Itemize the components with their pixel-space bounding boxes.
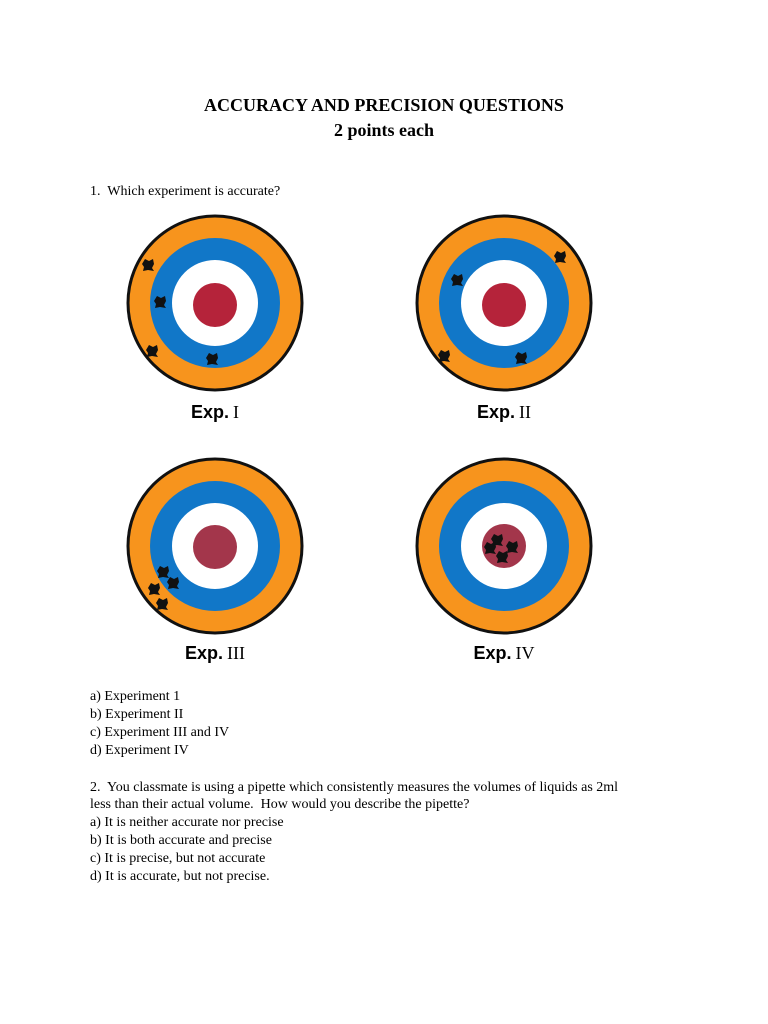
exp-label-text: Exp. [190, 402, 229, 422]
target-exp-1-graphic [125, 213, 305, 393]
bullseye [193, 525, 237, 569]
q2-option-b: b) It is both accurate and precise [90, 833, 272, 848]
exp-label-3 [125, 640, 305, 666]
q1-option-d: d) Experiment IV [90, 743, 189, 758]
page-title: ACCURACY AND PRECISION QUESTIONS [204, 95, 564, 115]
bullseye [193, 283, 237, 327]
target-exp-3 [125, 456, 305, 636]
target-exp-1 [125, 213, 305, 393]
q2-option-a: a) It is neither accurate nor precise [90, 815, 284, 830]
exp-label-1 [125, 399, 305, 425]
q1-option-a: a) Experiment 1 [90, 689, 181, 704]
q2-option-c: c) It is precise, but not accurate [90, 851, 266, 866]
q2-option-d: d) It is accurate, but not precise. [90, 869, 270, 884]
q1-option-b: b) Experiment II [90, 707, 184, 722]
exp-numeral: II [519, 402, 531, 422]
question-1-text: 1. Which experiment is accurate? [90, 184, 281, 199]
target-exp-2 [414, 213, 594, 393]
q1-option-c: c) Experiment III and IV [90, 725, 230, 740]
exp-label-text: Exp. [473, 643, 512, 663]
page-subtitle: 2 points each [333, 120, 434, 140]
exp-label-text: Exp. [185, 643, 224, 663]
exp-numeral: I [233, 402, 239, 422]
target-exp-4-graphic [414, 456, 594, 636]
exp-numeral: III [227, 643, 245, 663]
bullseye [482, 283, 526, 327]
exp-label-text: Exp. [476, 402, 515, 422]
question-2-line-2: less than their actual volume. How would you describe the pipette? [90, 797, 470, 812]
question-2-line-1: 2. You classmate is using a pipette which consistently measures the volumes of liquids as 2ml [90, 780, 619, 795]
exp-numeral: IV [515, 643, 535, 663]
target-exp-4 [414, 456, 594, 636]
target-exp-3-graphic [125, 456, 305, 636]
exp-label-2 [414, 399, 594, 425]
exp-label-4 [414, 640, 594, 666]
target-exp-2-graphic [414, 213, 594, 393]
